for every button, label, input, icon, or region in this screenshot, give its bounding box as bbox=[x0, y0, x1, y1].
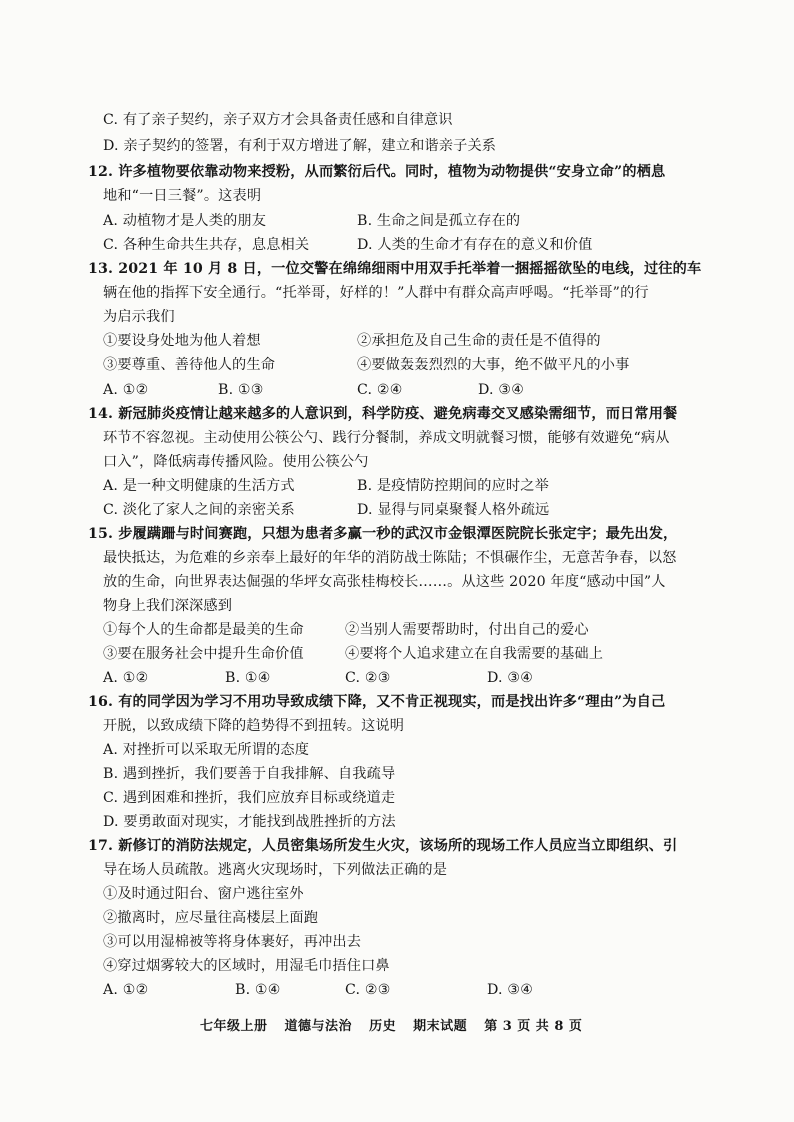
q11-option-c: C. 有了亲子契约，亲子双方才会具备责任感和自律意识 bbox=[103, 112, 453, 128]
q13-option-c: C. ②④ bbox=[357, 382, 403, 398]
footer-page-number: 第 3 页 共 8 页 bbox=[484, 1019, 583, 1034]
q17-option-d: D. ③④ bbox=[487, 982, 534, 998]
q13-option-b: B. ①③ bbox=[218, 382, 264, 398]
q12-option-c: C. 各种生命共生共存，息息相关 bbox=[103, 237, 310, 253]
q14-option-b: B. 是疫情防控期间的应时之举 bbox=[357, 478, 549, 494]
q13-item-1: ①要设身处地为他人着想 bbox=[103, 333, 261, 349]
q15-item-3: ③要在服务社会中提升生命价值 bbox=[103, 646, 304, 662]
q17-item-2: ②撤离时，应尽量往高楼层上面跑 bbox=[103, 910, 319, 926]
q14-option-d: D. 显得与同桌聚餐人格外疏远 bbox=[357, 502, 550, 518]
q12-stem-line-1: 12. 许多植物要依靠动物来授粉，从而繁衍后代。同时，植物为动物提供“安身立命”的栖息 bbox=[88, 164, 666, 180]
q13-stem-line-3: 为启示我们 bbox=[103, 309, 175, 325]
q15-option-b: B. ①④ bbox=[225, 670, 271, 686]
q12-option-b: B. 生命之间是孤立存在的 bbox=[357, 213, 521, 229]
q17-option-a: A. ①② bbox=[103, 982, 149, 998]
q15-option-a: A. ①② bbox=[103, 670, 149, 686]
q14-stem-line-1: 14. 新冠肺炎疫情让越来越多的人意识到，科学防疫、避免病毒交叉感染需细节，而日常用餐 bbox=[88, 406, 678, 422]
q17-option-b: B. ①④ bbox=[235, 982, 281, 998]
q17-stem-line-2: 导在场人员疏散。逃离火灾现场时，下列做法正确的是 bbox=[103, 862, 448, 878]
q12-option-a: A. 动植物才是人类的朋友 bbox=[103, 213, 267, 229]
footer-subject-1: 道德与法治 bbox=[284, 1019, 353, 1034]
q17-item-1: ①及时通过阳台、窗户逃往室外 bbox=[103, 886, 304, 902]
q14-stem-line-3: 口入”，降低病毒传播风险。使用公筷公勺 bbox=[103, 454, 369, 470]
q12-option-d: D. 人类的生命才有存在的意义和价值 bbox=[357, 237, 593, 253]
q15-item-4: ④要将个人追求建立在自我需要的基础上 bbox=[345, 646, 604, 662]
q13-option-d: D. ③④ bbox=[478, 382, 525, 398]
q15-stem-line-2: 最快抵达，为危难的乡亲奉上最好的年华的消防战士陈陆；不惧碾作尘，无意苦争春，以怒 bbox=[103, 550, 677, 566]
footer-exam: 期末试题 bbox=[413, 1019, 468, 1034]
q16-option-a: A. 对挫折可以采取无所谓的态度 bbox=[103, 742, 310, 758]
q15-item-1: ①每个人的生命都是最美的生命 bbox=[103, 622, 304, 638]
q13-stem-line-1: 13. 2021 年 10 月 8 日，一位交警在绵绵细雨中用双手托举着一捆摇摇欲坠的电线，过往的车 bbox=[88, 261, 702, 277]
q14-option-a: A. 是一种文明健康的生活方式 bbox=[103, 478, 295, 494]
q15-stem-line-4: 物身上我们深深感到 bbox=[103, 598, 233, 614]
q14-stem-line-2: 环节不容忽视。主动使用公筷公勺、践行分餐制，养成文明就餐习惯，能够有效避免“病从 bbox=[103, 430, 670, 446]
q17-item-4: ④穿过烟雾较大的区域时，用湿毛巾捂住口鼻 bbox=[103, 958, 390, 974]
q15-option-d: D. ③④ bbox=[487, 670, 534, 686]
q15-item-2: ②当别人需要帮助时，付出自己的爱心 bbox=[345, 622, 589, 638]
q12-stem-line-2: 地和“一日三餐”。这表明 bbox=[103, 188, 262, 204]
q16-stem-line-1: 16. 有的同学因为学习不用功导致成绩下降，又不肯正视现实，而是找出许多“理由”为自己 bbox=[88, 694, 666, 710]
footer-grade: 七年级上册 bbox=[200, 1019, 268, 1034]
q13-item-4: ④要做轰轰烈烈的大事，绝不做平凡的小事 bbox=[357, 357, 630, 373]
q13-stem-line-2: 辆在他的指挥下安全通行。“托举哥，好样的！”人群中有群众高声呼喝。“托举哥”的行 bbox=[103, 285, 649, 301]
q11-option-d: D. 亲子契约的签署，有利于双方增进了解，建立和谐亲子关系 bbox=[103, 138, 497, 154]
q16-option-d: D. 要勇敢面对现实，才能找到战胜挫折的方法 bbox=[103, 814, 396, 830]
q13-item-2: ②承担危及自己生命的责任是不值得的 bbox=[357, 333, 601, 349]
q17-stem-line-1: 17. 新修订的消防法规定，人员密集场所发生火灾，该场所的现场工作人员应当立即组织、引 bbox=[88, 838, 678, 854]
q13-option-a: A. ①② bbox=[103, 382, 149, 398]
footer-subject-2: 历史 bbox=[369, 1019, 397, 1034]
q15-stem-line-1: 15. 步履蹒跚与时间赛跑，只想为患者多赢一秒的武汉市金银潭医院院长张定宇；最先出发， bbox=[88, 526, 678, 542]
q17-option-c: C. ②③ bbox=[345, 982, 391, 998]
q16-stem-line-2: 开脱，以致成绩下降的趋势得不到扭转。这说明 bbox=[103, 718, 405, 734]
q15-option-c: C. ②③ bbox=[345, 670, 391, 686]
q16-option-b: B. 遇到挫折，我们要善于自我排解、自我疏导 bbox=[103, 766, 396, 782]
page-footer bbox=[200, 1015, 594, 1034]
q17-item-3: ③可以用湿棉被等将身体裹好，再冲出去 bbox=[103, 934, 362, 950]
q15-stem-line-3: 放的生命，向世界表达倔强的华坪女高张桂梅校长……。从这些 2020 年度“感动中国”人 bbox=[103, 574, 666, 590]
q13-item-3: ③要尊重、善待他人的生命 bbox=[103, 357, 276, 373]
q14-option-c: C. 淡化了家人之间的亲密关系 bbox=[103, 502, 295, 518]
q16-option-c: C. 遇到困难和挫折，我们应放弃目标或绕道走 bbox=[103, 790, 396, 806]
